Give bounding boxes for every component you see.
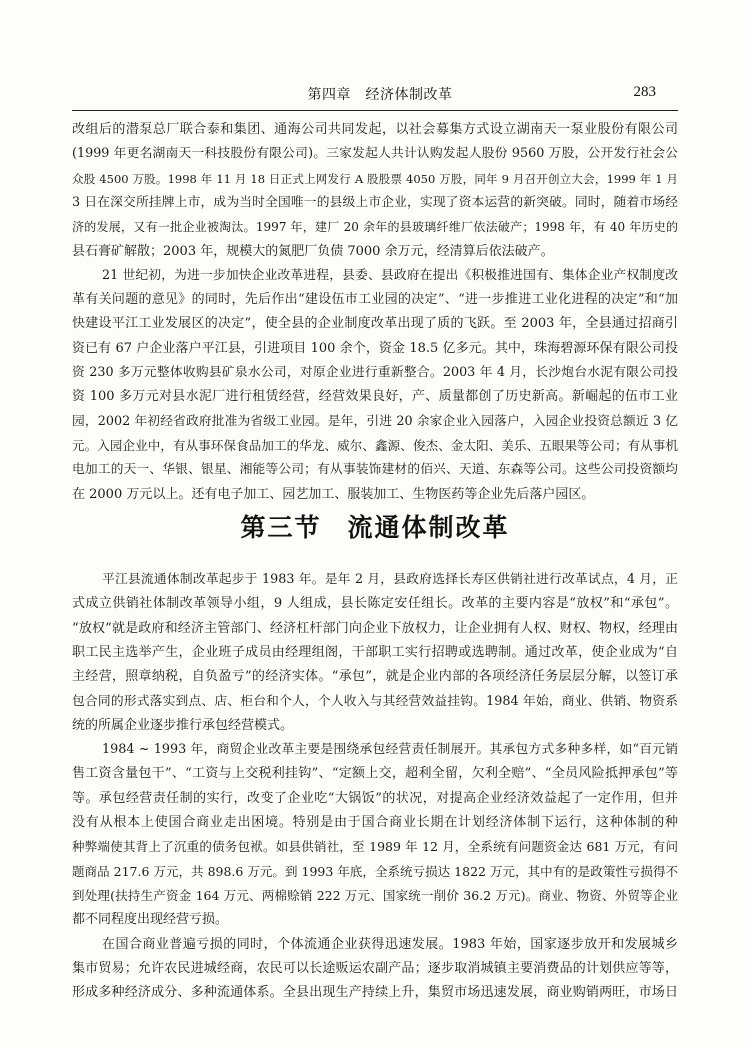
text-line: 到处理(扶持生产资金 164 万元、两棉赊销 222 万元、国家统一削价 36.2 万元)。商业、物资、外贸等企业	[72, 887, 678, 903]
text-line: 等。承包经营责任制的实行，改变了企业吃“大锅饭”的状况，对提高企业经济效益起了一定作用，但并	[72, 790, 678, 806]
text-line: 元。入园企业中，有从事环保食品加工的华龙、威尔、鑫源、俊杰、金太阳、美乐、五眼果等公司；有从事机	[72, 437, 678, 453]
paragraph-first-line: 1984 ~ 1993 年，商贸企业改革主要是围绕承包经营责任制展开。其承包方式多种多样，如“百元销	[102, 742, 678, 758]
section-number: 第三节	[240, 513, 322, 542]
text-line: 形成多种经济成分、多种流通体系。全县出现生产持续上升，集贸市场迅速发展，商业购销两旺，市场日	[72, 985, 678, 1001]
text-line: 3 日在深交所挂牌上市，成为当时全国唯一的县级上市企业，实现了资本运营的新突破。同时，随着市场经	[72, 194, 678, 210]
text-line: 售工资含量包干”、“工资与上交税利挂钩”、“定额上交，超利全留，欠利全赔”、“全员风险抵押承包”等	[72, 766, 678, 782]
text-line: 在 2000 万元以上。还有电子加工、园艺加工、服装加工、生物医药等企业先后落户园区。	[72, 486, 595, 502]
text-line: 电加工的天一、华银、银星、湘能等公司；有从事装饰建材的佰兴、天道、东森等公司。这些公司投资额均	[72, 462, 678, 478]
text-line: 没有从根本上使国合商业走出困境。特别是由于国合商业长期在计划经济体制下运行，这种体制的种	[72, 815, 678, 830]
text-line: 集市贸易；允许农民进城经商，农民可以长途贩运农副产品；逐步取消城镇主要消费品的计划供应等等，	[72, 960, 678, 976]
text-line: 园，2002 年初经省政府批准为省级工业园。是年，引进 20 余家企业入园落户，入园企业投资总额近 3 亿	[72, 413, 678, 429]
page-number: 283	[633, 84, 656, 100]
text-line: 县石膏矿解散；2003 年，规模大的氮肥厂负债 7000 余万元，经清算后依法破产。	[72, 243, 554, 259]
text-line: 种弊端使其背上了沉重的债务包袱。如县供销社，至 1989 年 12 月，全系统有问题资金达 681 万元，有问	[72, 839, 678, 855]
text-line: 包合同的形式落实到点、店、柜台和个人，个人收入与其经营效益挂钩。1984 年始，商业、供销、物资系	[72, 693, 678, 709]
text-line: 资 100 多万元对县水泥厂进行租赁经营，经营效果良好，产、质量都创了历史新高。新崛起的伍市工业	[72, 389, 678, 405]
section-title: 流通体制改革	[347, 513, 510, 542]
running-head	[72, 84, 678, 106]
text-line: 众股 4500 万股。1998 年 11 月 18 日正式上网发行 A 股股票 4050 万股，同年 9 月召开创立大会，1999 年 1 月	[72, 171, 678, 186]
text-line: (1999 年更名湖南天一科技股份有限公司)。三家发起人共计认购发起人股份 9560 万股，公开发行社会公	[72, 146, 678, 162]
text-line: 职工民主选举产生，企业班子成员由经理组阁，干部职工实行招聘或选聘制。通过改革，使企业成为“自	[72, 644, 678, 660]
paragraph-first-line: 21 世纪初，为进一步加快企业改革进程，县委、县政府在提出《积极推进国有、集体企业产权制度改	[102, 267, 678, 283]
section-heading	[0, 508, 750, 544]
text-line: 改组后的潜泵总厂联合泰和集团、通海公司共同发起，以社会募集方式设立湖南天一泵业股份有限公司	[72, 122, 678, 137]
text-line: 资已有 67 户企业落户平江县，引进项目 100 余个，资金 18.5 亿多元。其中，珠海碧源环保有限公司投	[72, 340, 678, 356]
text-line: 资 230 多万元整体收购县矿泉水公司，对原企业进行重新整合。2003 年 4 月，长沙炮台水泥有限公司投	[72, 365, 678, 380]
paragraph-first-line: 平江县流通体制改革起步于 1983 年。是年 2 月，县政府选择长寿区供销社进行改革试点，4 月，正	[102, 572, 678, 587]
text-line: 式成立供销社体制改革领导小组，9 人组成，县长陈定安任组长。改革的主要内容是“放权”和“承包”。	[72, 596, 678, 612]
text-line: 统的所属企业逐步推行承包经营模式。	[72, 717, 294, 733]
text-line: 主经营，照章纳税，自负盈亏”的经济实体。“承包”，就是企业内部的各项经济任务层层分解，以签订承	[72, 669, 678, 685]
text-line: 快建设平江工业发展区的决定”，使全县的企业制度改革出现了质的飞跃。至 2003 年，全县通过招商引	[72, 316, 678, 332]
text-line: 革有关问题的意见》的同时，先后作出“建设伍市工业园的决定”、“进一步推进工业化进程的决定”和“加	[72, 292, 678, 308]
text-line: 都不同程度出现经营亏损。	[72, 912, 229, 928]
text-line: 题商品 217.6 万元，共 898.6 万元。到 1993 年底，全系统亏损达 1822 万元，其中有的是政策性亏损得不	[72, 863, 678, 879]
text-line: “放权”就是政府和经济主管部门、经济杠杆部门向企业下放权力，让企业拥有人权、财权、物权，经理由	[72, 620, 678, 636]
paragraph-first-line: 在国合商业普遍亏损的同时，个体流通企业获得迅速发展。1983 年始，国家逐步放开和发展城乡	[102, 936, 678, 952]
chapter-title: 第四章 经济体制改革	[307, 87, 453, 103]
header-rule	[72, 110, 678, 111]
text-line: 济的发展，又有一批企业被淘汰。1997 年，建厂 20 余年的县玻璃纤维厂依法破产；1998 年，有 40 年历史的	[72, 220, 678, 235]
